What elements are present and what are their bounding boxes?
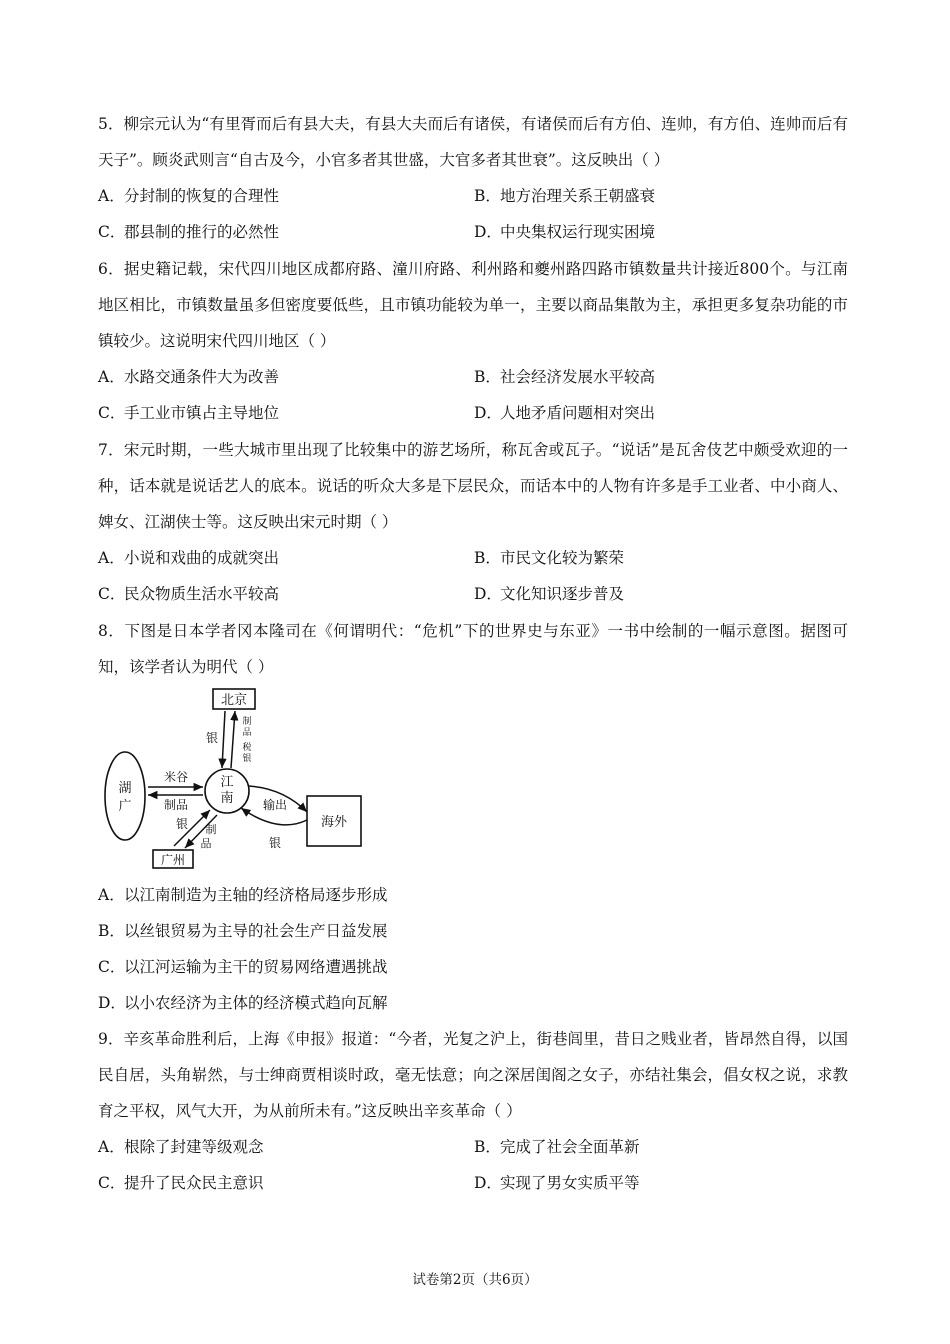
option-5d: D．中央集权运行现实困境	[474, 223, 656, 241]
option-9a: A．根除了封建等级观念	[98, 1138, 264, 1156]
arrow-jiangnan-to-beijing	[231, 711, 235, 768]
question-8-options	[98, 877, 848, 1021]
question-6-stem: 6．据史籍记载，宋代四川地区成都府路、潼川府路、利州路和夔州路四路市镇数量共计接近800个。与江南地区相比，市镇数量虽多但密度要低些，且市镇功能较为单一，主要以商品集散为主，承担更多复杂功能的市镇较少。这说明宋代四川地区（ ）	[98, 260, 848, 350]
label-migu: 米谷	[163, 770, 189, 784]
label-yin-haiwai: 银	[268, 836, 282, 850]
option-7c: C．民众物质生活水平较高	[98, 585, 280, 603]
option-8d: D．以小农经济为主体的经济模式趋向瓦解	[98, 994, 388, 1012]
label-beijing-zhi: 制	[242, 717, 252, 727]
arrow-beijing-to-jiangnan	[222, 711, 225, 768]
label-shuchu: 输出	[262, 798, 288, 812]
option-6b: B．社会经济发展水平较高	[474, 368, 656, 386]
question-5-options	[98, 178, 848, 250]
option-9d: D．实现了男女实质平等	[474, 1174, 640, 1192]
question-5-stem: 5．柳宗元认为“有里胥而后有县大夫，有县大夫而后有诸侯，有诸侯而后有方伯、连帅，有方伯、连帅而后有天子”。顾炎武则言“自古及今，小官多者其世盛，大官多者其世衰”。这反映出（ ）	[98, 115, 848, 169]
beijing-label: 北京	[220, 693, 248, 708]
option-7a: A．小说和戏曲的成就突出	[98, 549, 280, 567]
label-beijing-shui: 税	[242, 743, 252, 753]
label-guangzhou-pin: 品	[200, 837, 212, 850]
huguang-node	[105, 752, 145, 840]
label-zhipin: 制品	[163, 798, 189, 812]
question-7-stem: 7．宋元时期，一些大城市里出现了比较集中的游艺场所，称瓦舍或瓦子。“说话”是瓦舍伎艺中颇受欢迎的一种，话本就是说话艺人的底本。说话的听众大多是下层民众，而话本中的人物有许多是手工业者、中小商人、婢女、江湖侠士等。这反映出宋元时期（ ）	[98, 441, 848, 531]
option-9b: B．完成了社会全面革新	[474, 1138, 640, 1156]
page-footer: 试卷第2页（共6页）	[412, 1272, 538, 1288]
option-6d: D．人地矛盾问题相对突出	[474, 404, 656, 422]
label-yin-beijing: 银	[205, 731, 219, 745]
label-beijing-pin: 品	[242, 728, 252, 738]
option-8b: B．以丝银贸易为主导的社会生产日益发展	[98, 922, 388, 940]
haiwai-label: 海外	[320, 815, 348, 830]
option-5b: B．地方治理关系王朝盛衰	[474, 187, 656, 205]
option-8a: A．以江南制造为主轴的经济格局逐步形成	[98, 886, 388, 904]
label-beijing-yin: 银	[242, 754, 252, 764]
label-guangzhou-zhi: 制	[205, 823, 217, 836]
option-5c: C．郡县制的推行的必然性	[98, 223, 280, 241]
option-8c: C．以江河运输为主干的贸易网络遭遇挑战	[98, 958, 388, 976]
trade-flow-diagram	[98, 684, 368, 874]
option-9c: C．提升了民众民主意识	[98, 1174, 264, 1192]
huguang-label-2: 广	[118, 799, 132, 814]
question-9-options	[98, 1129, 848, 1201]
guangzhou-label: 广州	[160, 853, 186, 867]
jiangnan-label-1: 江	[220, 775, 234, 790]
jiangnan-label-2: 南	[220, 791, 234, 806]
option-6a: A．水路交通条件大为改善	[98, 368, 280, 386]
huguang-label-1: 湖	[118, 781, 132, 796]
question-8-stem: 8．下图是日本学者冈本隆司在《何谓明代：“危机”下的世界史与东亚》一书中绘制的一幅示意图。据图可知，该学者认为明代（ ）	[98, 622, 848, 676]
option-6c: C．手工业市镇占主导地位	[98, 404, 280, 422]
option-5a: A．分封制的恢复的合理性	[98, 187, 280, 205]
trade-flow-svg	[98, 684, 368, 874]
label-yin-guangzhou: 银	[175, 817, 189, 831]
question-7-options	[98, 540, 848, 612]
question-9-stem: 9．辛亥革命胜利后，上海《申报》报道：“今者，光复之沪上，街巷闾里，昔日之贱业者，皆昂然自得，以国民自居，头角崭然，与士绅商贾相谈时政，毫无怯意；向之深居闺阁之女子，亦结社集会，倡女权之说，求教育之平权，风气大开，为从前所未有。”这反映出辛亥革命（ ）	[98, 1030, 848, 1120]
question-6-options	[98, 359, 848, 431]
option-7d: D．文化知识逐步普及	[474, 585, 625, 603]
option-7b: B．市民文化较为繁荣	[474, 549, 625, 567]
